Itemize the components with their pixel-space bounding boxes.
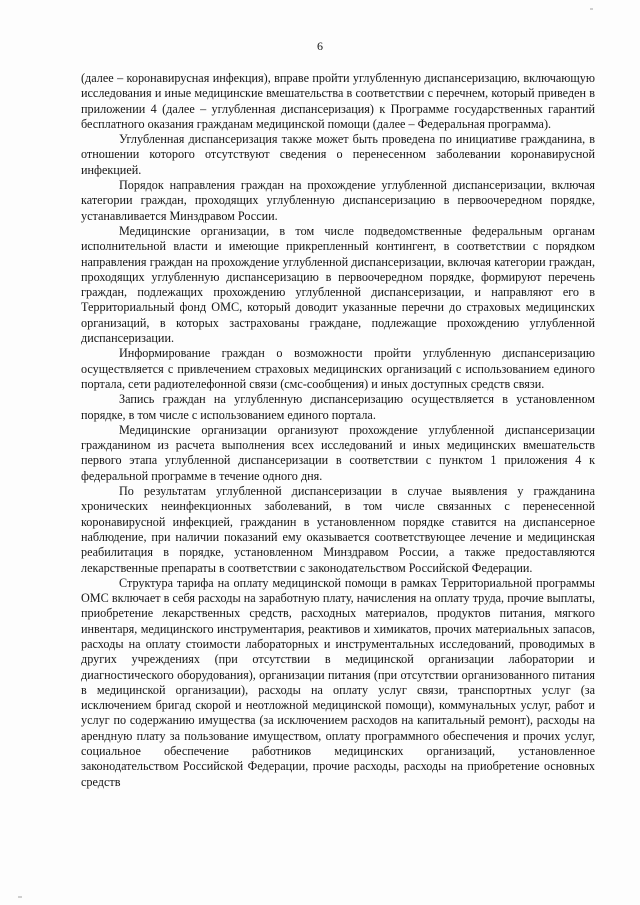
paragraph: Медицинские организации, в том числе подведомственные федеральным органам исполнительной власти и имеющие прикрепленный контингент, в соответствии с порядком направления граждан на прохождение углубленной диспансеризации, включая категории граждан, проходящих углубленную диспансеризацию в первоочередном порядке, формируют перечень граждан, подлежащих прохождению углубленной диспансеризации, и направляют его в Территориальный фонд ОМС, который доводит указанные перечни до страховых медицинских организаций, в которых застрахованы граждане, подлежащие прохождению углубленной диспансеризации. bbox=[81, 223, 595, 346]
paragraph: Углубленная диспансеризация также может быть проведена по инициативе гражданина, в отношении которого отсутствуют сведения о перенесенном заболевании коронавирусной инфекцией. bbox=[81, 132, 595, 177]
paragraph: Структура тарифа на оплату медицинской помощи в рамках Территориальной программы ОМС включает в себя расходы на заработную плату, начисления на оплату труда, прочие выплаты, приобретение лекарственных средств, расходных материалов, продуктов питания, мягкого инвентаря, медицинского инструментария, реактивов и химикатов, прочих материальных запасов, расходы на оплату стоимости лабораторных и инструментальных исследований, проводимых в других учреждениях (при отсутствии в медицинской организации лаборатории и диагностического оборудования), организации питания (при отсутствии организованного питания в медицинской организации), расходы на оплату услуг связи, транспортных услуг (за исключением бригад скорой и неотложной медицинской помощи), коммунальных услуг, работ и услуг по содержанию имущества (за исключением расходов на капитальный ремонт), расходы на арендную плату за пользование имуществом, оплату программного обеспечения и прочих услуг, социальное обеспечение работников медицинских организаций, установленное законодательством Российской Федерации, прочие расходы, расходы на приобретение основных средств bbox=[81, 575, 595, 789]
paragraph: Запись граждан на углубленную диспансеризацию осуществляется в установленном порядке, в том числе с использованием единого портала. bbox=[81, 392, 595, 422]
scan-mark bbox=[18, 896, 22, 898]
paragraph: Медицинские организации организуют прохождение углубленной диспансеризации гражданином из расчета выполнения всех исследований и иных медицинских вмешательств первого этапа углубленной диспансеризации в соответствии с пунктом 1 приложения 4 к федеральной программе в течение одного дня. bbox=[81, 422, 595, 483]
document-body bbox=[81, 71, 595, 790]
paragraph: Информирование граждан о возможности пройти углубленную диспансеризацию осуществляется с привлечением страховых медицинских организаций с использованием единого портала, сети радиотелефонной связи (смс-сообщения) и иных доступных средств связи. bbox=[81, 346, 595, 391]
page-number: 6 bbox=[317, 39, 323, 53]
paragraph-continuation: (далее – коронавирусная инфекция), вправе пройти углубленную диспансеризацию, включающую исследования и иные медицинские вмешательства в соответствии с перечнем, который приведен в приложении 4 (далее – углубленная диспансеризация) к Программе государственных гарантий бесплатного оказания гражданам медицинской помощи (далее – Федеральная программа). bbox=[81, 71, 595, 131]
paragraph: Порядок направления граждан на прохождение углубленной диспансеризации, включая категории граждан, проходящих углубленную диспансеризацию в первоочередном порядке, устанавливается Минздравом России. bbox=[81, 178, 595, 223]
scan-mark bbox=[590, 8, 593, 10]
paragraph: По результатам углубленной диспансеризации в случае выявления у гражданина хронических неинфекционных заболеваний, в том числе связанных с перенесенной коронавирусной инфекцией, гражданин в установленном порядке ставится на диспансерное наблюдение, при наличии показаний ему оказывается соответствующее лечение и медицинская реабилитация в порядке, установленном Минздравом России, а также предоставляются лекарственные препараты в соответствии с законодательством Российской Федерации. bbox=[81, 484, 595, 575]
